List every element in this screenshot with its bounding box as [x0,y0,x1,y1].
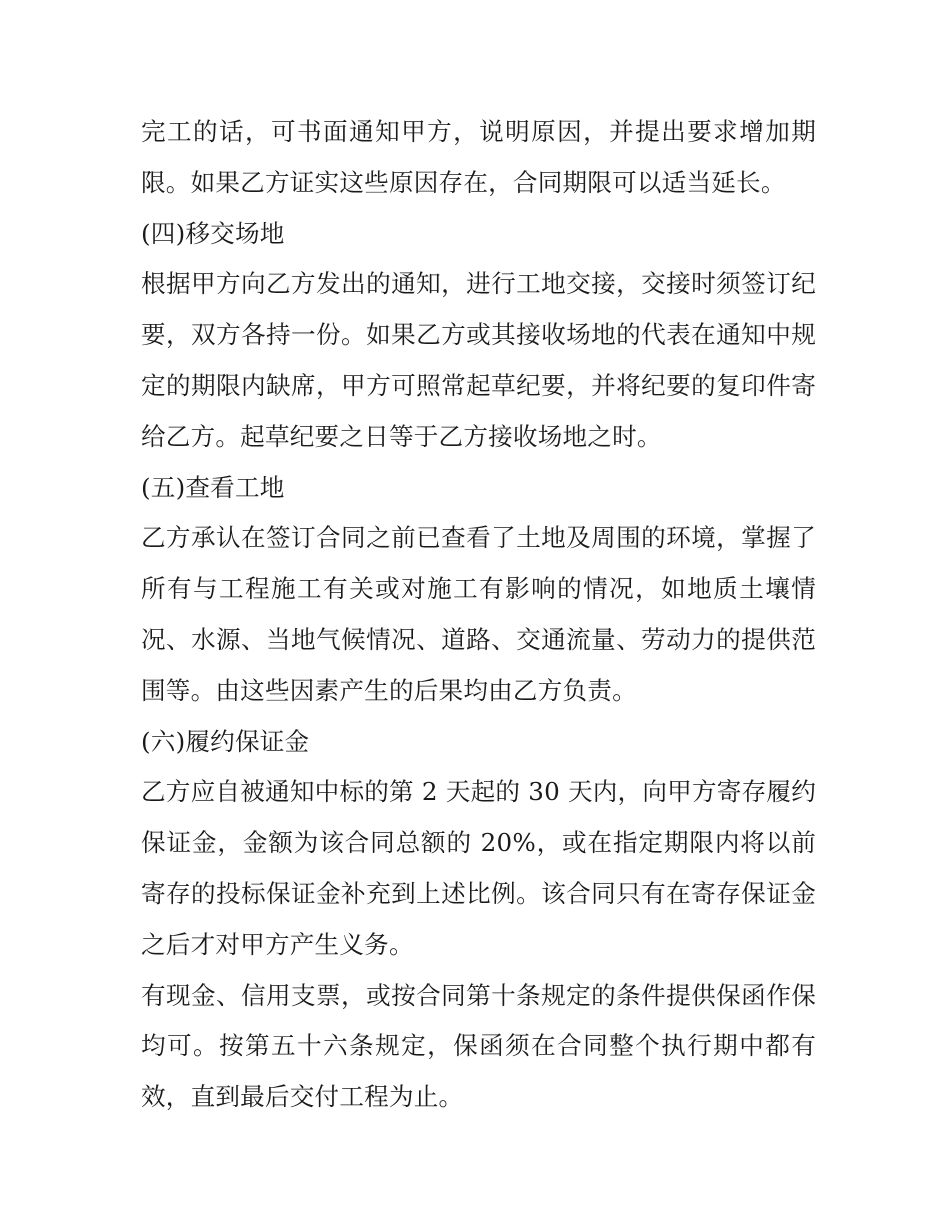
section-heading-6: (六)履约保证金 [141,726,310,756]
section-heading-5: (五)查看工地 [141,472,285,502]
section-heading-4: (四)移交场地 [141,218,285,248]
paragraph-site-handover: 根据甲方向乙方发出的通知，进行工地交接，交接时须签订纪要，双方各持一份。如果乙方或其接收场地的代表在通知中规定的期限内缺席，甲方可照常起草纪要，并将纪要的复印件寄给乙方。起草纪要之日等于乙方接收场地之时。 [141,269,816,451]
document-body [141,107,816,1123]
paragraph-bond-forms: 有现金、信用支票，或按合同第十条规定的条件提供保函作保均可。按第五十六条规定，保函须在合同整个执行期中都有效，直到最后交付工程为止。 [141,980,816,1112]
paragraph-performance-bond: 乙方应自被通知中标的第 2 天起的 30 天内，向甲方寄存履约保证金，金额为该合同总额的 20%，或在指定期限内将以前寄存的投标保证金补充到上述比例。该合同只有在寄存保证金之后才对甲方产生义务。 [141,777,816,959]
paragraph-completion-extension: 完工的话，可书面通知甲方，说明原因，并提出要求增加期限。如果乙方证实这些原因存在，合同期限可以适当延长。 [141,117,816,197]
paragraph-site-inspection: 乙方承认在签订合同之前已查看了土地及周围的环境，掌握了所有与工程施工有关或对施工有影响的情况，如地质土壤情况、水源、当地气候情况、道路、交通流量、劳动力的提供范围等。由这些因素产生的后果均由乙方负责。 [141,523,816,705]
